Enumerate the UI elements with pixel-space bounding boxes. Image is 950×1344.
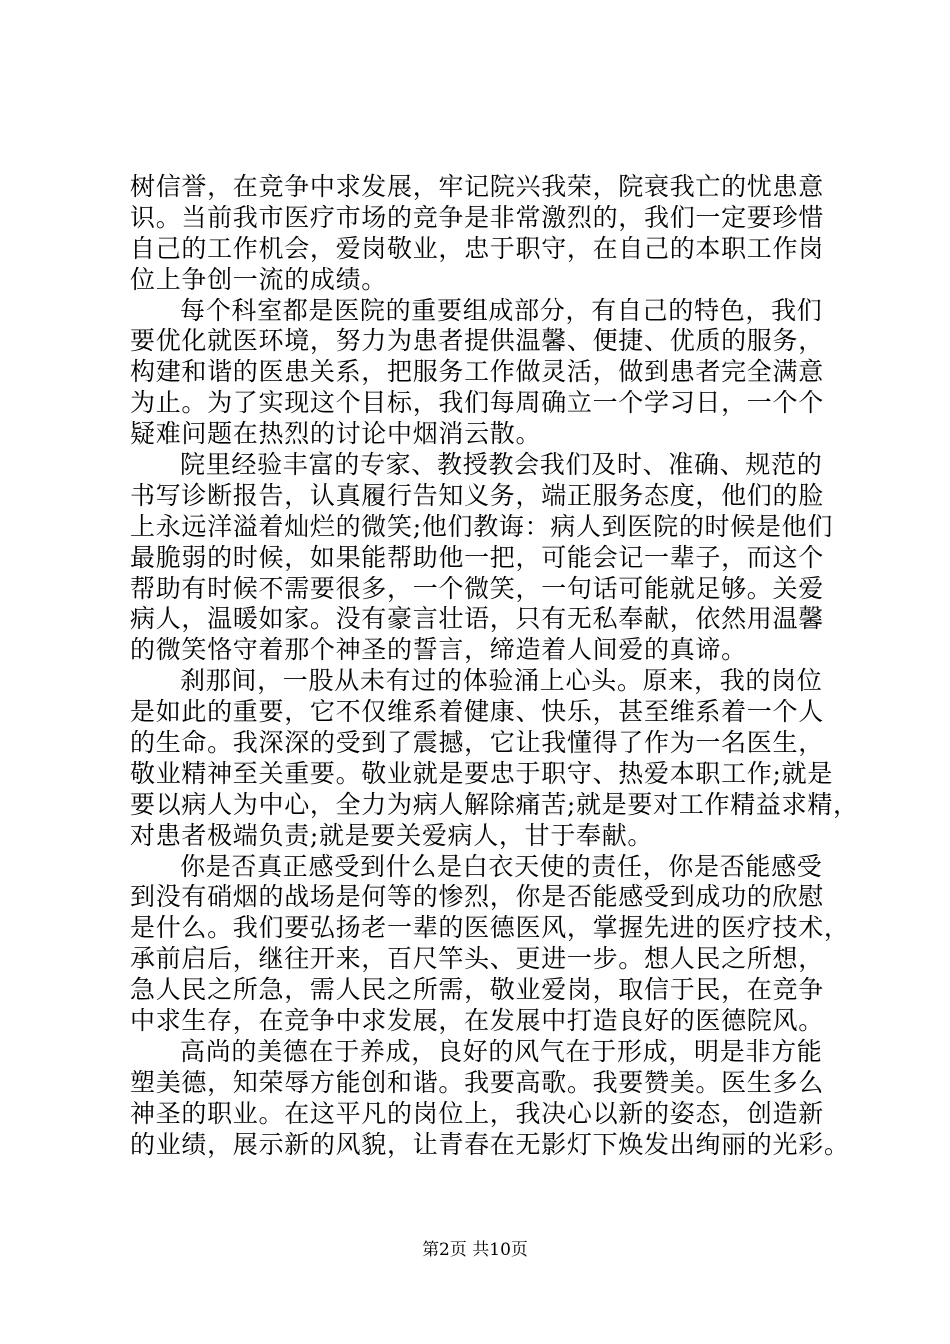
text-line: 病人，温暖如家。没有豪言壮语，只有无私奉献，依然用温馨 xyxy=(130,604,824,634)
text-line: 到没有硝烟的战场是何等的惨烈，你是否能感受到成功的欣慰 xyxy=(130,882,824,912)
text-line: 识。当前我市医疗市场的竞争是非常激烈的，我们一定要珍惜 xyxy=(130,202,824,232)
text-line: 要以病人为中心，全力为病人解除痛苦;就是要对工作精益求精， xyxy=(130,789,859,819)
text-line: 最脆弱的时候，如果能帮助他一把，可能会记一辈子，而这个 xyxy=(130,542,824,572)
text-line: 为止。为了实现这个目标，我们每周确立一个学习日，一个个 xyxy=(130,388,824,418)
paragraph-first-line: 每个科室都是医院的重要组成部分，有自己的特色，我们 xyxy=(180,295,823,325)
text-line: 的微笑恪守着那个神圣的誓言，缔造着人间爱的真谛。 xyxy=(130,635,747,665)
text-line: 神圣的职业。在这平凡的岗位上，我决心以新的姿态，创造新 xyxy=(130,1098,824,1128)
text-line: 帮助有时候不需要很多，一个微笑，一句话可能就足够。关爱 xyxy=(130,573,824,603)
text-line: 上永远洋溢着灿烂的微笑;他们教诲：病人到医院的时候是他们 xyxy=(130,511,834,541)
text-line: 的业绩，展示新的风貌，让青春在无影灯下焕发出绚丽的光彩。 xyxy=(130,1129,850,1159)
paragraph-first-line: 高尚的美德在于养成，良好的风气在于形成，明是非方能 xyxy=(180,1036,823,1066)
text-line: 是什么。我们要弘扬老一辈的医德医风，掌握先进的医疗技术， xyxy=(130,913,850,943)
document-body xyxy=(130,172,859,1161)
text-line: 的生命。我深深的受到了震撼，它让我懂得了作为一名医生， xyxy=(130,728,824,758)
paragraph-first-line: 刹那间，一股从未有过的体验涌上心头。原来，我的岗位 xyxy=(180,666,823,696)
text-line: 对患者极端负责;就是要关爱病人，甘于奉献。 xyxy=(130,820,654,850)
paragraph-first-line: 你是否真正感受到什么是白衣天使的责任，你是否能感受 xyxy=(180,851,823,881)
text-line: 构建和谐的医患关系，把服务工作做灵活，做到患者完全满意 xyxy=(130,357,824,387)
text-line: 树信誉，在竞争中求发展，牢记院兴我荣，院衰我亡的忧患意 xyxy=(130,172,824,201)
text-line: 书写诊断报告，认真履行告知义务，端正服务态度，他们的脸 xyxy=(130,480,824,510)
text-line: 位上争创一流的成绩。 xyxy=(130,264,388,294)
page-number-footer: 第2页 共10页 xyxy=(422,1240,528,1260)
text-line: 急人民之所急，需人民之所需，敬业爱岗，取信于民，在竞争 xyxy=(130,975,824,1005)
text-line: 中求生存，在竞争中求发展，在发展中打造良好的医德院风。 xyxy=(130,1006,824,1036)
paragraph-first-line: 院里经验丰富的专家、教授教会我们及时、准确、规范的 xyxy=(180,450,823,480)
text-line: 塑美德，知荣辱方能创和谐。我要高歌。我要赞美。医生多么 xyxy=(130,1067,824,1097)
text-line: 敬业精神至关重要。敬业就是要忠于职守、热爱本职工作;就是 xyxy=(130,758,834,788)
text-line: 疑难问题在热烈的讨论中烟消云散。 xyxy=(130,419,542,449)
text-line: 承前启后，继往开来，百尺竿头、更进一步。想人民之所想， xyxy=(130,944,824,974)
text-line: 要优化就医环境，努力为患者提供温馨、便捷、优质的服务， xyxy=(130,326,824,356)
text-line: 是如此的重要，它不仅维系着健康、快乐，甚至维系着一个人 xyxy=(130,697,824,727)
text-line: 自己的工作机会，爱岗敬业，忠于职守，在自己的本职工作岗 xyxy=(130,233,824,263)
